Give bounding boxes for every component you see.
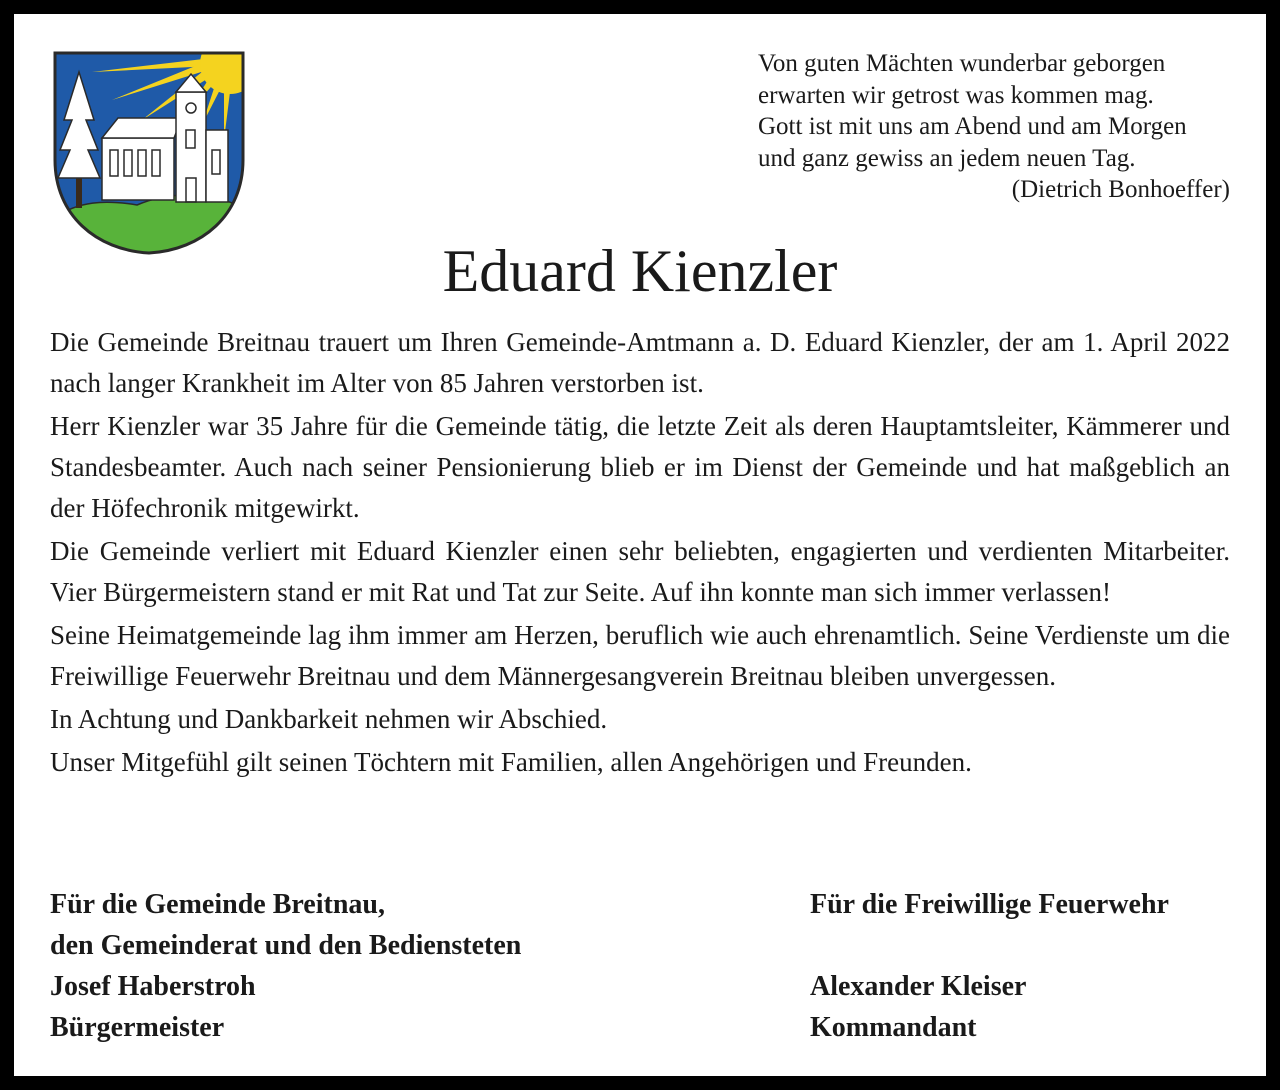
quote-line: erwarten wir getrost was kommen mag. [758,81,1154,109]
signature-role: Bürgermeister [50,1012,225,1043]
deceased-name: Eduard Kienzler [442,238,838,304]
signature-role: Kommandant [810,1012,977,1043]
quote-line: Gott ist mit uns am Abend und am Morgen [758,113,1187,140]
paragraph: In Achtung und Dankbarkeit nehmen wir Abschied. [50,704,608,734]
paragraph: Die Gemeinde verliert mit Eduard Kienzler einen sehr beliebten, engagierten und verdienten Mitarbeiter. Vier Bürgermeistern stand er mit Rat und Tat zur Seite. Auf ihn konnte man sich immer verlassen! [50,536,1230,607]
signature-fire-brigade [810,884,1169,1048]
bonhoeffer-quote [758,48,1230,206]
signature-municipality [50,884,521,1048]
signature-line: Für die Freiwillige Feuerwehr [810,889,1169,920]
signature-name: Alexander Kleiser [810,971,1027,1002]
signature-line: den Gemeinderat und den Bediensteten [50,930,522,961]
paragraph: Unser Mitgefühl gilt seinen Töchtern mit Familien, allen Angehörigen und Freunden. [50,747,972,777]
quote-line: und ganz gewiss an jedem neuen Tag. [758,144,1136,172]
paragraph: Die Gemeinde Breitnau trauert um Ihren Gemeinde-Amtmann a. D. Eduard Kienzler, der am 1. April 2022 nach langer Krankheit im Alter von 85 Jahren verstorben ist. [50,327,1230,398]
coat-of-arms-icon [52,50,246,256]
signature-spacer [810,925,1169,966]
paragraph: Seine Heimatgemeinde lag ihm immer am Herzen, beruflich wie auch ehrenamtlich. Seine Verdienste um die Freiwillige Feuerwehr Breitnau und dem Männergesangverein Breitnau bleiben unvergessen. [50,620,1230,691]
signature-line: Für die Gemeinde Breitnau, [50,889,385,920]
paragraph: Herr Kienzler war 35 Jahre für die Gemeinde tätig, die letzte Zeit als deren Hauptamtsleiter, Kämmerer und Standesbeamter. Auch nach seiner Pensionierung blieb er im Dienst der Gemeinde und hat maßgeblich an der Höfechronik mitgewirkt. [50,411,1230,523]
obituary-notice [14,14,1266,1076]
signature-name: Josef Haberstroh [50,971,256,1002]
obituary-text [50,322,1230,785]
quote-author: (Dietrich Bonhoeffer) [1011,176,1230,203]
quote-line: Von guten Mächten wunderbar geborgen [758,50,1166,77]
